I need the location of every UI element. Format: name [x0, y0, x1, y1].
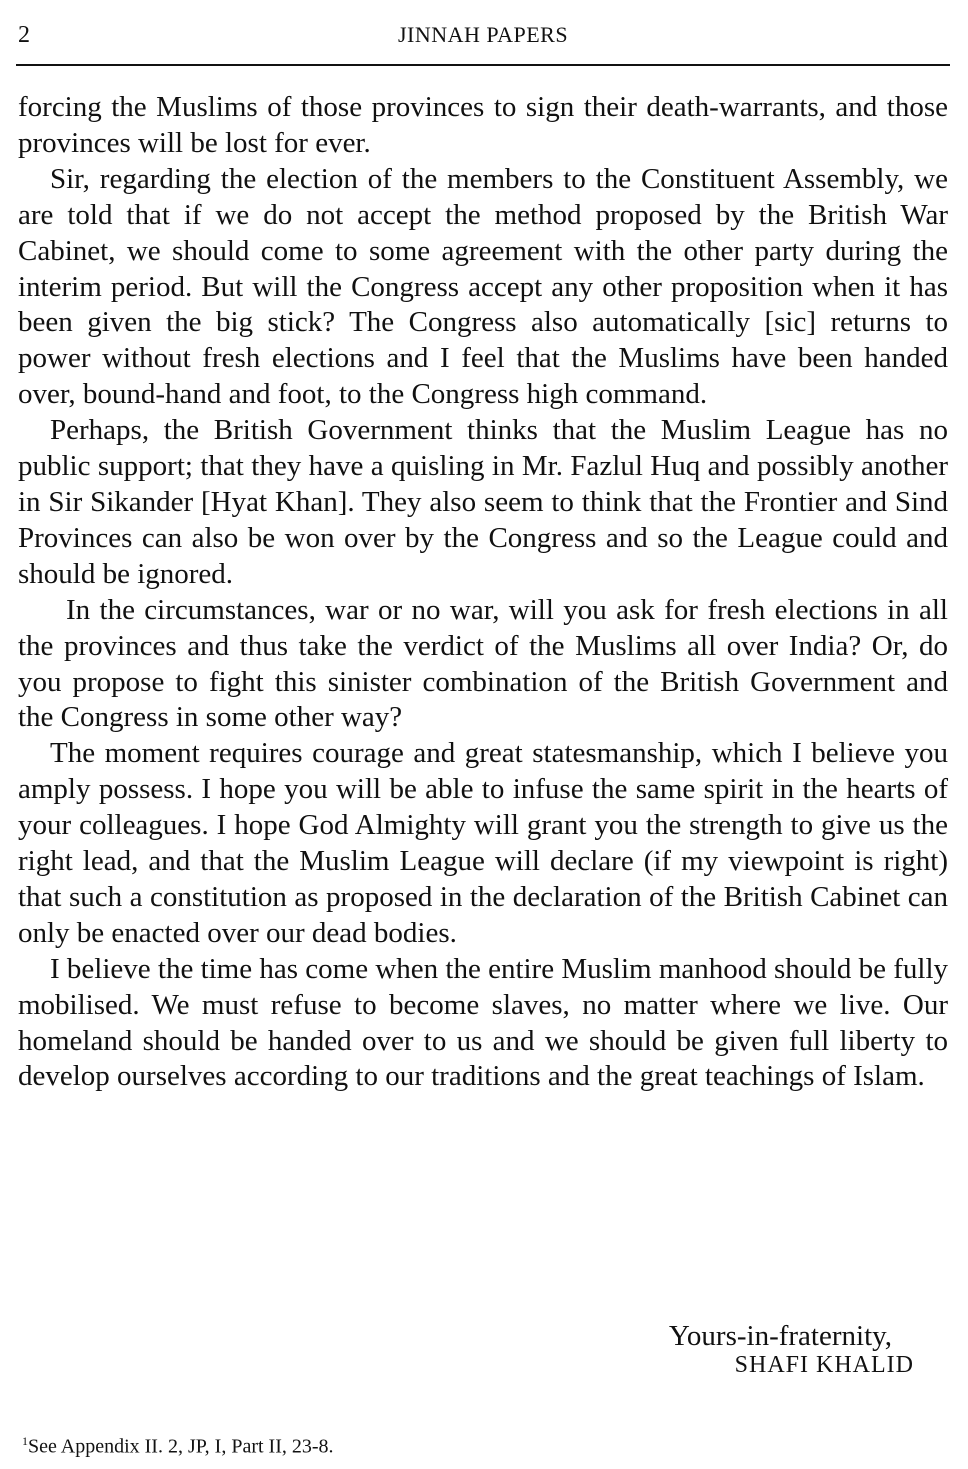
paragraph: forcing the Muslims of those provinces to sign their death-warrants, and those provinces will be lost for ever. — [18, 91, 948, 159]
letter-signature: SHAFI KHALID — [734, 1352, 914, 1378]
letter-body — [18, 90, 948, 1095]
paragraph: Sir, regarding the election of the members to the Constituent Assembly, we are told that if we do not accept the method proposed by the British War Cabinet, we should come to some agreement with the other party during the interim period. But will the Congress accept any other proposition when it has been given the big stick? The Congress also automatically [sic] returns to power without fresh elections and I feel that the Muslims have been handed over, bound-hand and foot, to the Congress high command. — [18, 162, 948, 411]
letter-closing: Yours-in-fraternity, — [668, 1320, 892, 1352]
page-number: 2 — [18, 22, 30, 48]
paragraph: The moment requires courage and great statesmanship, which I believe you amply possess. I hope you will be able to infuse the same spirit in the hearts of your colleagues. I hope God Almighty will grant you the strength to give us the right lead, and that the Muslim League will declare (if my viewpoint is right) that such a constitution as proposed in the declaration of the British Cabinet can only be enacted over our dead bodies. — [18, 737, 948, 949]
page-header — [16, 22, 950, 52]
paragraph: I believe the time has come when the entire Muslim manhood should be fully mobilised. We must refuse to become slaves, no matter where we live. Our homeland should be handed over to us and we should be given full liberty to develop ourselves according to our traditions and the great teachings of Islam. — [18, 952, 948, 1093]
running-title: JINNAH PAPERS — [397, 22, 569, 47]
footnote-marker: 1 — [22, 1434, 28, 1448]
header-rule — [16, 64, 950, 66]
footnote — [22, 1434, 334, 1459]
paragraph: In the circumstances, war or no war, will you ask for fresh elections in all the provinces and thus take the verdict of the Muslims all over India? Or, do you propose to fight this sinister combination of the British Government and the Congress in some other way? — [18, 593, 948, 734]
paragraph: Perhaps, the British Government thinks that the Muslim League has no public support; that they have a quisling in Mr. Fazlul Huq and possibly another in Sir Sikander [Hyat Khan]. They also seem to think that the Frontier and Sind Provinces can also be won over by the Congress and so the League could and should be ignored. — [18, 414, 948, 590]
footnote-text: See Appendix II. 2, JP, I, Part II, 23-8. — [28, 1435, 334, 1458]
